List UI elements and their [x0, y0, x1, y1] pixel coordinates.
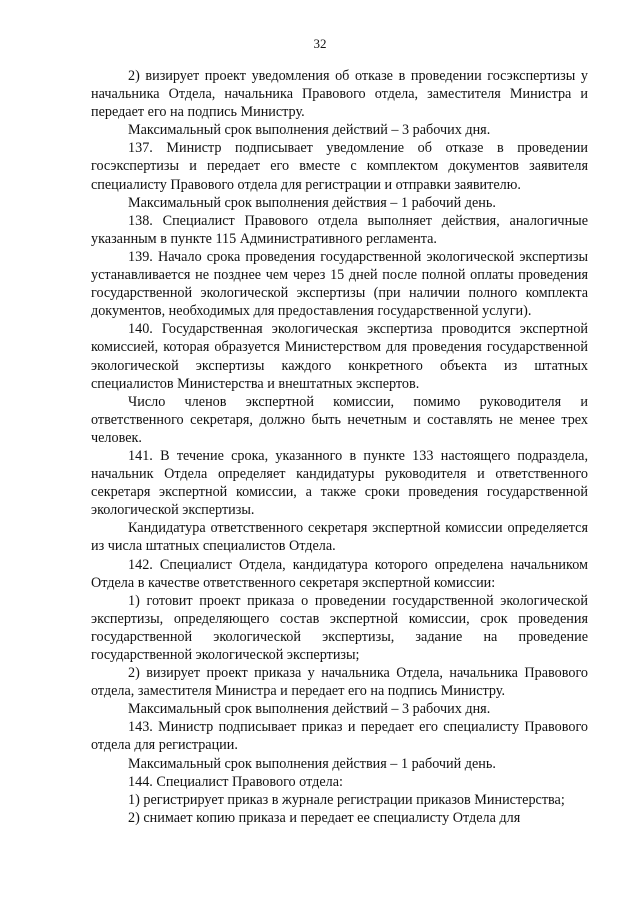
paragraph-deadline-3-days: Максимальный срок выполнения действий – 3 рабочих дня.	[128, 122, 491, 139]
paragraph-139: 139. Начало срока проведения государственной экологической экспертизы устанавливается не позднее чем через 15 дней после полной оплаты проведения государственной экологической экспертизы (при наличии полного комплекта документов, необходимых для предоставления государственной услуги).	[91, 248, 588, 320]
paragraph-secretary-candidate: Кандидатура ответственного секретаря экспертной комиссии определяется из числа штатных специалистов Отдела.	[91, 520, 588, 555]
paragraph-deadline-1-day: Максимальный срок выполнения действия – 1 рабочий день.	[128, 194, 496, 211]
paragraph-143: 143. Министр подписывает приказ и передает его специалисту Правового отдела для регистрации.	[91, 719, 588, 754]
paragraph-item-2-visa: 2) визирует проект уведомления об отказе в проведении госэкспертизы у начальника Отдела, начальника Правового отдела, заместителя Министра и передает его на подпись Министру.	[91, 68, 588, 121]
paragraph-137: 137. Министр подписывает уведомление об отказе в проведении госэкспертизы и передает его вместе с комплектом документов заявителя специалисту Правового отдела для регистрации и отправки заявителю.	[91, 140, 588, 193]
paragraph-138: 138. Специалист Правового отдела выполняет действия, аналогичные указанным в пункте 115 Административного регламента.	[91, 212, 588, 247]
paragraph-deadline-3-days-2: Максимальный срок выполнения действий – 3 рабочих дня.	[128, 701, 491, 718]
paragraph-144: 144. Специалист Правового отдела:	[128, 773, 343, 790]
document-body	[91, 67, 588, 827]
paragraph-141: 141. В течение срока, указанного в пункте 133 настоящего подраздела, начальник Отдела определяет кандидатуры руководителя и ответственного секретаря экспертной комиссии, а также сроки проведения государственной экологической экспертизы.	[91, 447, 588, 519]
paragraph-142-item-1: 1) готовит проект приказа о проведении государственной экологической экспертизы, определяющего состав экспертной комиссии, срок проведения государственной экологической экспертизы, задание на проведение государственной экологической экспертизы;	[91, 592, 588, 663]
paragraph-140: 140. Государственная экологическая экспертиза проводится экспертной комиссией, которая образуется Министерством для проведения государственной экологической экспертизы каждого конкретного объекта из штатных специалистов Министерства и внештатных экспертов.	[91, 321, 588, 392]
page-number: 32	[313, 36, 327, 51]
paragraph-commission-members: Число членов экспертной комиссии, помимо руководителя и ответственного секретаря, должно быть нечетным и составлять не менее трех человек.	[91, 393, 588, 446]
paragraph-144-item-1: 1) регистрирует приказ в журнале регистрации приказов Министерства;	[128, 791, 565, 808]
paragraph-142: 142. Специалист Отдела, кандидатура которого определена начальником Отдела в качестве ответственного секретаря экспертной комиссии:	[91, 556, 588, 591]
paragraph-144-item-2: 2) снимает копию приказа и передает ее специалисту Отдела для	[128, 809, 521, 826]
paragraph-142-item-2: 2) визирует проект приказа у начальника Отдела, начальника Правового отдела, заместителя Министра и передает его на подпись Министру.	[91, 665, 588, 700]
paragraph-deadline-1-day-2: Максимальный срок выполнения действия – 1 рабочий день.	[128, 755, 496, 772]
